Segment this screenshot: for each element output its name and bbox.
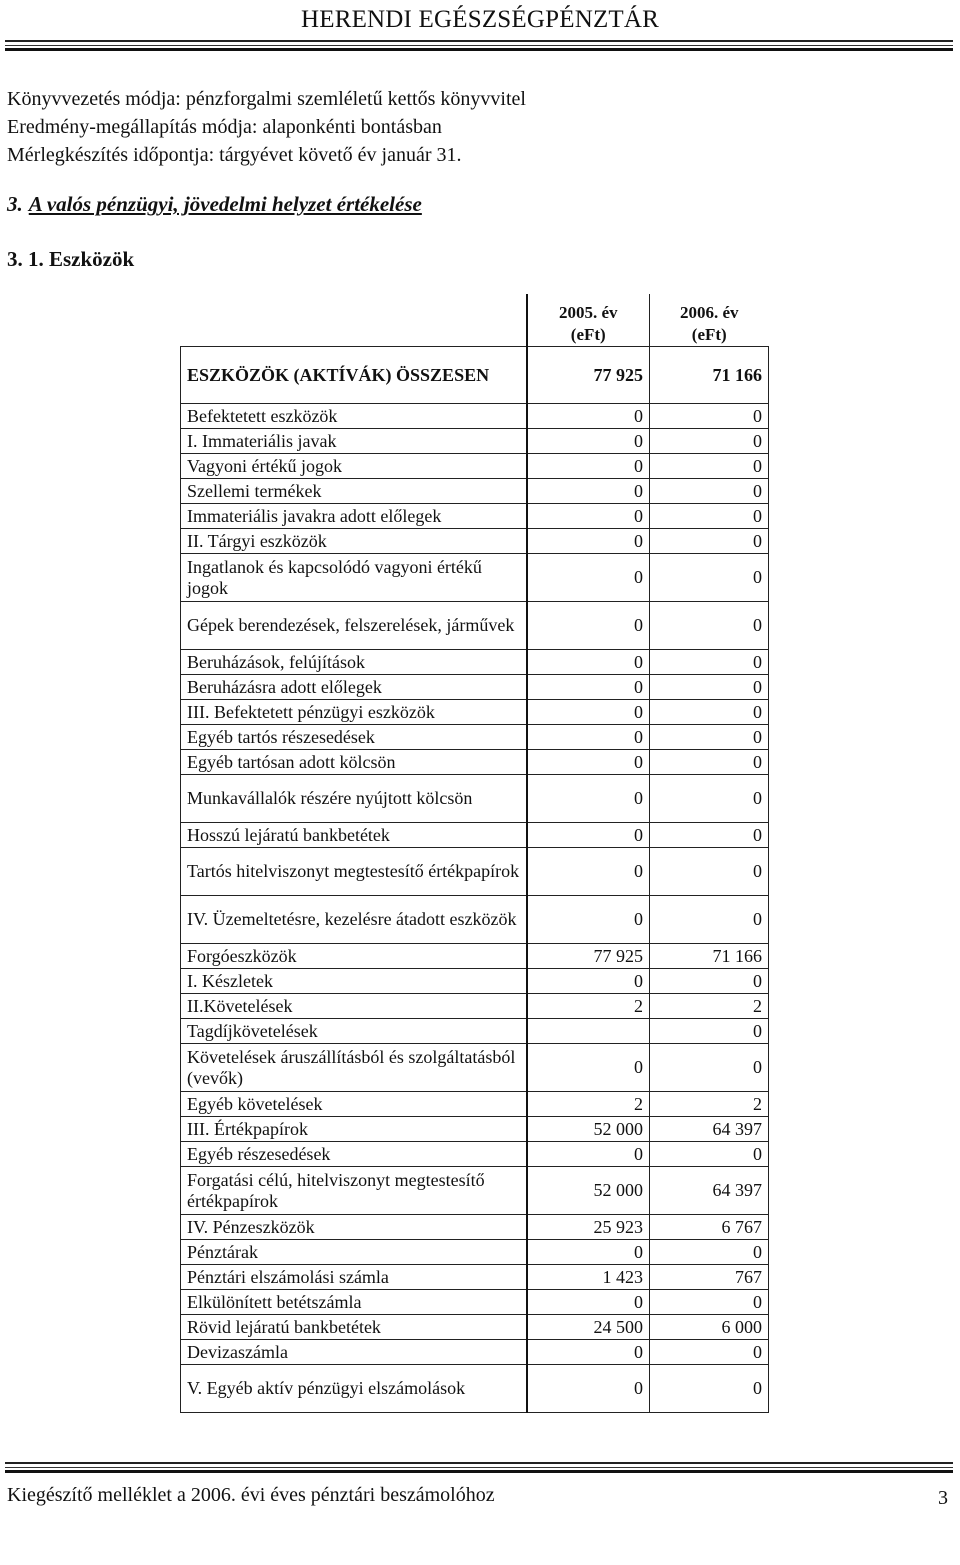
row-value-2006: 0 <box>650 896 769 944</box>
table-row <box>181 1340 769 1365</box>
table-row <box>181 896 769 944</box>
row-value-2006: 71 166 <box>650 944 769 969</box>
table-row <box>181 750 769 775</box>
table-row <box>181 700 769 725</box>
row-label: Követelések áruszállításból és szolgáltatásból (vevők) <box>181 1044 527 1092</box>
row-label: Munkavállalók részére nyújtott kölcsön <box>181 775 527 823</box>
total-2006: 71 166 <box>650 347 769 404</box>
table-row <box>181 944 769 969</box>
table-row <box>181 479 769 504</box>
row-label: Szellemi termékek <box>181 479 527 504</box>
row-value-2006: 0 <box>650 1290 769 1315</box>
row-value-2005: 0 <box>527 1340 650 1365</box>
table-row <box>181 650 769 675</box>
table-row <box>181 1092 769 1117</box>
row-value-2006: 0 <box>650 479 769 504</box>
row-value-2006: 0 <box>650 650 769 675</box>
row-value-2005: 0 <box>527 675 650 700</box>
section-title: A valós pénzügyi, jövedelmi helyzet értékelése <box>28 192 422 216</box>
row-value-2005: 1 423 <box>527 1265 650 1290</box>
row-label: I. Immateriális javak <box>181 429 527 454</box>
row-label: Ingatlanok és kapcsolódó vagyoni értékű jogok <box>181 554 527 602</box>
section-number: 3. <box>7 192 23 216</box>
total-row <box>181 347 769 404</box>
row-value-2005: 0 <box>527 650 650 675</box>
row-label: IV. Üzemeltetésre, kezelésre átadott eszközök <box>181 896 527 944</box>
row-value-2005: 0 <box>527 823 650 848</box>
row-value-2006: 0 <box>650 1019 769 1044</box>
row-value-2006: 767 <box>650 1265 769 1290</box>
page-header-title: HERENDI EGÉSZSÉGPÉNZTÁR <box>300 6 660 33</box>
row-value-2006: 0 <box>650 750 769 775</box>
table-row <box>181 1117 769 1142</box>
row-value-2005: 77 925 <box>527 944 650 969</box>
row-value-2005 <box>527 1019 650 1044</box>
row-label: V. Egyéb aktív pénzügyi elszámolások <box>181 1365 527 1413</box>
row-label: II.Követelések <box>181 994 527 1019</box>
row-label: III. Értékpapírok <box>181 1117 527 1142</box>
row-value-2005: 0 <box>527 1240 650 1265</box>
table-row <box>181 675 769 700</box>
table-row <box>181 1240 769 1265</box>
info-line-result: Eredmény-megállapítás módja: alaponkénti bontásban <box>7 116 442 138</box>
row-value-2005: 0 <box>527 1290 650 1315</box>
row-value-2006: 0 <box>650 1340 769 1365</box>
row-value-2006: 0 <box>650 675 769 700</box>
row-label: Beruházásra adott előlegek <box>181 675 527 700</box>
header-2006-unit: (eFt) <box>691 325 727 344</box>
row-label: Rövid lejáratú bankbetétek <box>181 1315 527 1340</box>
row-value-2006: 0 <box>650 1240 769 1265</box>
row-value-2005: 0 <box>527 896 650 944</box>
row-label: III. Befektetett pénzügyi eszközök <box>181 700 527 725</box>
header-label-cell <box>181 294 527 347</box>
row-value-2005: 0 <box>527 554 650 602</box>
table-row <box>181 1265 769 1290</box>
row-value-2006: 0 <box>650 504 769 529</box>
row-value-2006: 0 <box>650 602 769 650</box>
table-row <box>181 1215 769 1240</box>
row-value-2005: 0 <box>527 454 650 479</box>
row-value-2006: 6 000 <box>650 1315 769 1340</box>
row-value-2005: 0 <box>527 725 650 750</box>
section-heading <box>7 192 422 217</box>
row-label: Hosszú lejáratú bankbetétek <box>181 823 527 848</box>
row-label: Egyéb részesedések <box>181 1142 527 1167</box>
table-row <box>181 1019 769 1044</box>
row-label: Devizaszámla <box>181 1340 527 1365</box>
table-row <box>181 429 769 454</box>
page-number: 3 <box>938 1487 948 1509</box>
row-value-2005: 0 <box>527 479 650 504</box>
table-row <box>181 775 769 823</box>
footer-rule <box>5 1462 953 1473</box>
row-value-2005: 0 <box>527 602 650 650</box>
row-value-2005: 0 <box>527 1044 650 1092</box>
row-value-2005: 0 <box>527 404 650 429</box>
row-label: Tartós hitelviszonyt megtestesítő értékpapírok <box>181 848 527 896</box>
table-row <box>181 554 769 602</box>
row-label: II. Tárgyi eszközök <box>181 529 527 554</box>
row-value-2006: 0 <box>650 529 769 554</box>
row-value-2006: 0 <box>650 848 769 896</box>
row-value-2005: 52 000 <box>527 1117 650 1142</box>
table-row <box>181 969 769 994</box>
row-label: Tagdíjkövetelések <box>181 1019 527 1044</box>
row-value-2006: 0 <box>650 404 769 429</box>
row-value-2005: 52 000 <box>527 1167 650 1215</box>
row-value-2005: 0 <box>527 529 650 554</box>
header-2005-unit: (eFt) <box>570 325 606 344</box>
row-value-2005: 0 <box>527 504 650 529</box>
row-label: Egyéb követelések <box>181 1092 527 1117</box>
row-label: Befektetett eszközök <box>181 404 527 429</box>
row-label: Vagyoni értékű jogok <box>181 454 527 479</box>
row-label: Gépek berendezések, felszerelések, járművek <box>181 602 527 650</box>
table-row <box>181 994 769 1019</box>
row-label: Egyéb tartós részesedések <box>181 725 527 750</box>
table-row <box>181 404 769 429</box>
row-value-2006: 64 397 <box>650 1167 769 1215</box>
subsection-heading: 3. 1. Eszközök <box>7 247 135 271</box>
row-value-2005: 0 <box>527 848 650 896</box>
row-value-2006: 0 <box>650 775 769 823</box>
row-value-2005: 0 <box>527 969 650 994</box>
row-value-2006: 0 <box>650 700 769 725</box>
row-value-2005: 0 <box>527 1365 650 1413</box>
total-2005: 77 925 <box>527 347 650 404</box>
header-2006-year: 2006. év <box>679 303 739 322</box>
row-value-2005: 24 500 <box>527 1315 650 1340</box>
table-row <box>181 529 769 554</box>
row-label: Pénztári elszámolási számla <box>181 1265 527 1290</box>
table-row <box>181 602 769 650</box>
table-row <box>181 454 769 479</box>
row-value-2006: 0 <box>650 1365 769 1413</box>
table-row <box>181 1044 769 1092</box>
table-row <box>181 823 769 848</box>
table-row <box>181 1290 769 1315</box>
row-label: Immateriális javakra adott előlegek <box>181 504 527 529</box>
table-header-row <box>181 294 769 347</box>
row-value-2006: 6 767 <box>650 1215 769 1240</box>
row-value-2006: 0 <box>650 1142 769 1167</box>
row-value-2005: 25 923 <box>527 1215 650 1240</box>
header-rule <box>5 40 953 51</box>
table-row <box>181 848 769 896</box>
accounting-info <box>7 85 526 169</box>
total-label: ESZKÖZÖK (AKTÍVÁK) ÖSSZESEN <box>181 347 527 404</box>
row-value-2006: 0 <box>650 725 769 750</box>
row-label: IV. Pénzeszközök <box>181 1215 527 1240</box>
table-row <box>181 1365 769 1413</box>
table-row <box>181 1142 769 1167</box>
row-value-2005: 0 <box>527 429 650 454</box>
row-label: Pénztárak <box>181 1240 527 1265</box>
row-label: Elkülönített betétszámla <box>181 1290 527 1315</box>
row-label: I. Készletek <box>181 969 527 994</box>
row-value-2005: 2 <box>527 994 650 1019</box>
row-label: Forgóeszközök <box>181 944 527 969</box>
row-label: Forgatási célú, hitelviszonyt megtestesítő értékpapírok <box>181 1167 527 1215</box>
row-value-2006: 0 <box>650 454 769 479</box>
assets-table <box>180 294 769 1413</box>
row-label: Egyéb tartósan adott kölcsön <box>181 750 527 775</box>
row-value-2005: 0 <box>527 1142 650 1167</box>
row-value-2005: 2 <box>527 1092 650 1117</box>
row-value-2006: 0 <box>650 1044 769 1092</box>
footer-text: Kiegészítő melléklet a 2006. évi éves pénztári beszámolóhoz <box>7 1484 495 1506</box>
row-value-2005: 0 <box>527 700 650 725</box>
info-line-balance-date: Mérlegkészítés időpontja: tárgyévet követő év január 31. <box>7 144 462 166</box>
row-value-2006: 0 <box>650 554 769 602</box>
table-row <box>181 1167 769 1215</box>
table-row <box>181 504 769 529</box>
row-value-2006: 0 <box>650 969 769 994</box>
table-row <box>181 1315 769 1340</box>
header-2006 <box>650 294 769 347</box>
row-value-2005: 0 <box>527 750 650 775</box>
row-value-2006: 0 <box>650 429 769 454</box>
row-value-2005: 0 <box>527 775 650 823</box>
row-value-2006: 64 397 <box>650 1117 769 1142</box>
row-label: Beruházások, felújítások <box>181 650 527 675</box>
row-value-2006: 2 <box>650 1092 769 1117</box>
row-value-2006: 2 <box>650 994 769 1019</box>
header-2005 <box>527 294 650 347</box>
header-2005-year: 2005. év <box>558 303 618 322</box>
row-value-2006: 0 <box>650 823 769 848</box>
table-row <box>181 725 769 750</box>
info-line-bookkeeping: Könyvvezetés módja: pénzforgalmi szemléletű kettős könyvvitel <box>7 88 526 110</box>
